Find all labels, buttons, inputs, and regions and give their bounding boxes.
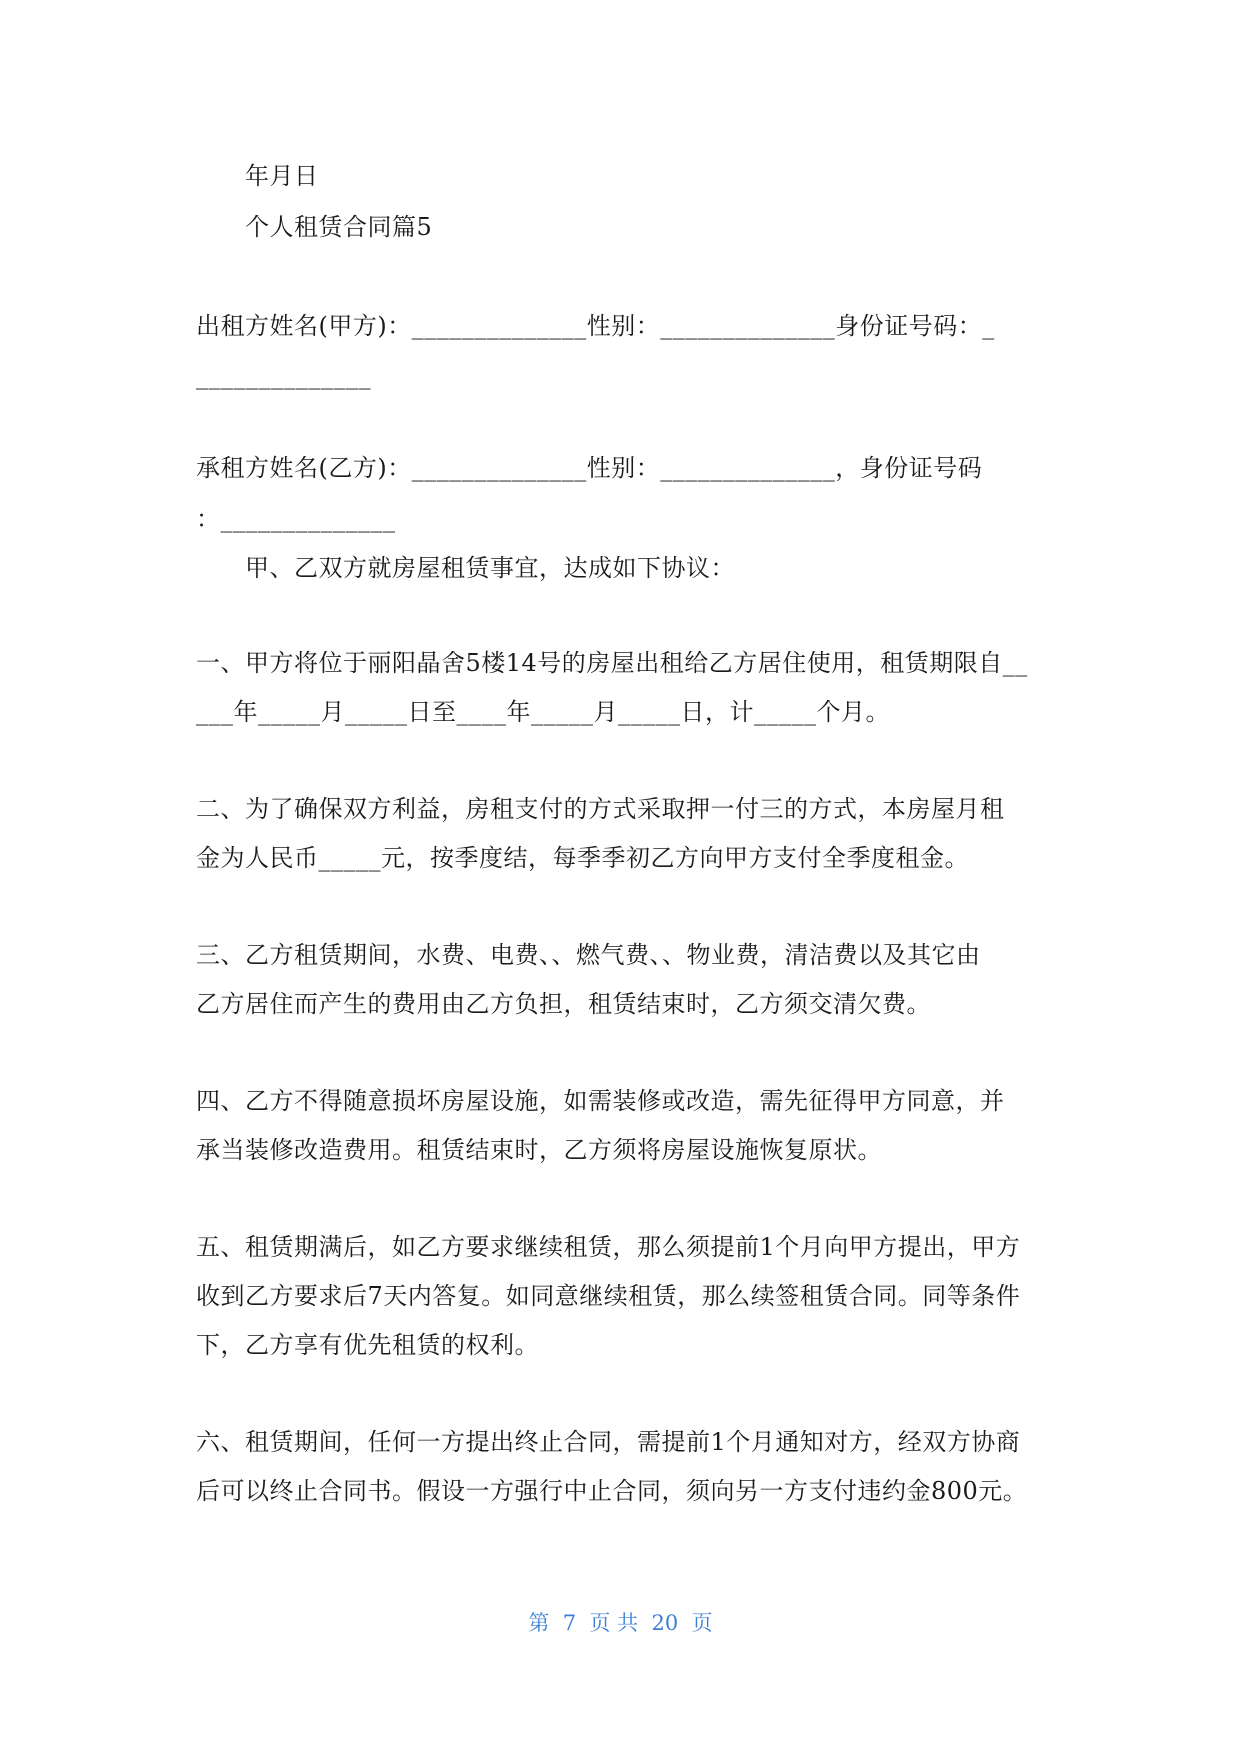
agreement-intro: 甲、乙双方就房屋租赁事宜，达成如下协议： xyxy=(245,554,735,582)
clause-5-line-2: 收到乙方要求后7天内答复。如同意继续租赁，那么续签租赁合同。同等条件 xyxy=(196,1282,1021,1310)
clause-1-line-2: ___年_____月_____日至____年_____月_____日，计_____个月。 xyxy=(196,698,890,726)
lessor-info-line-1: 出租方姓名(甲方)：______________性别：______________身份证号码：_ xyxy=(196,312,995,340)
lessee-info-line-2: ：______________ xyxy=(196,505,396,533)
section-title: 个人租赁合同篇5 xyxy=(245,213,433,241)
clause-2-line-1: 二、为了确保双方利益，房租支付的方式采取押一付三的方式，本房屋月租 xyxy=(196,795,1005,823)
date-line: 年月日 xyxy=(245,162,319,190)
clause-2-line-2: 金为人民币_____元，按季度结，每季季初乙方向甲方支付全季度租金。 xyxy=(196,844,969,872)
clause-5-line-1: 五、租赁期满后，如乙方要求继续租赁，那么须提前1个月向甲方提出，甲方 xyxy=(196,1233,1021,1261)
clause-4-line-2: 承当装修改造费用。租赁结束时，乙方须将房屋设施恢复原状。 xyxy=(196,1136,882,1164)
lessor-info-line-2: ______________ xyxy=(196,362,371,390)
page-number-footer: 第 7 页 共 20 页 xyxy=(528,1611,713,1635)
clause-3-line-2: 乙方居住而产生的费用由乙方负担，租赁结束时，乙方须交清欠费。 xyxy=(196,990,931,1018)
clause-4-line-1: 四、乙方不得随意损坏房屋设施，如需装修或改造，需先征得甲方同意，并 xyxy=(196,1087,1005,1115)
clause-5-line-3: 下，乙方享有优先租赁的权利。 xyxy=(196,1331,539,1359)
clause-6-line-1: 六、租赁期间，任何一方提出终止合同，需提前1个月通知对方，经双方协商 xyxy=(196,1428,1021,1456)
clause-1-line-1: 一、甲方将位于丽阳晶舍5楼14号的房屋出租给乙方居住使用，租赁期限自__ xyxy=(196,649,1028,677)
lessee-info-line-1: 承租方姓名(乙方)：______________性别：______________，身份证号码 xyxy=(196,454,983,482)
clause-3-line-1: 三、乙方租赁期间，水费、电费、、燃气费、、物业费，清洁费以及其它由 xyxy=(196,941,981,969)
clause-6-line-2: 后可以终止合同书。假设一方强行中止合同，须向另一方支付违约金800元。 xyxy=(196,1477,1028,1505)
